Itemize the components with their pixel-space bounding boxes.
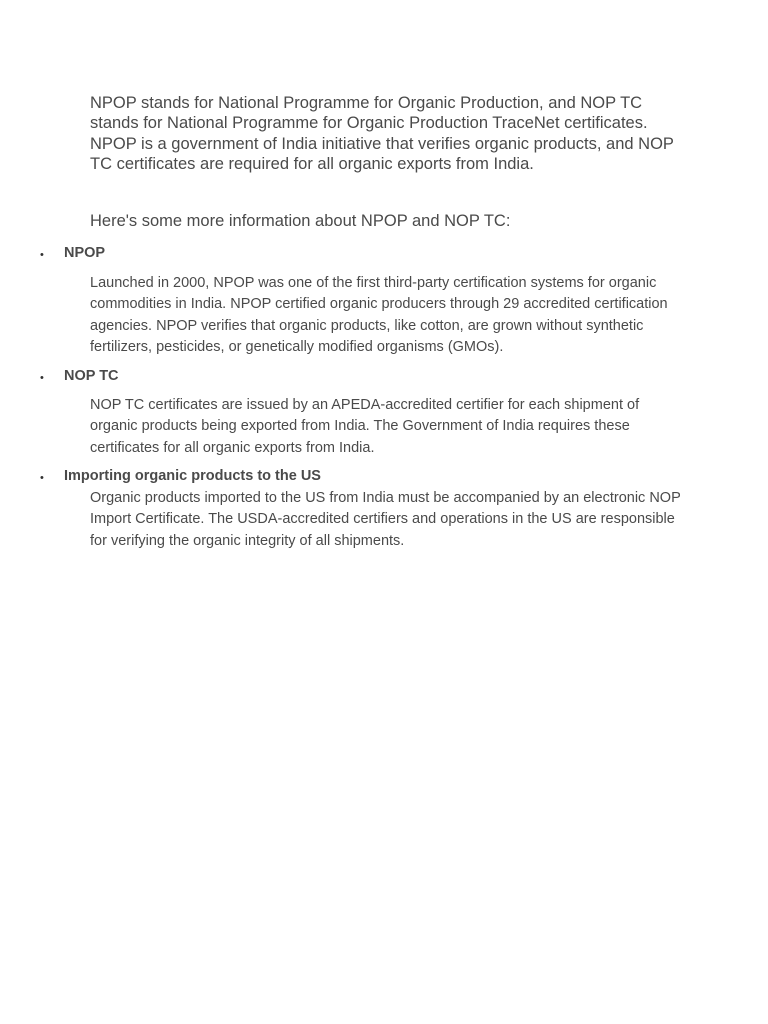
item-title: NPOP: [64, 245, 106, 261]
item-body: Organic products imported to the US from India must be accompanied by an electronic NOP Import Certificate. The USDA-accredited certifiers and operations in the US are responsible for verifying the organic integrity of all shipments.: [90, 490, 681, 549]
bullet-icon: •: [40, 372, 44, 384]
bullet-icon: •: [40, 249, 44, 261]
item-body: Launched in 2000, NPOP was one of the first third-party certification systems for organic commodities in India. NPOP certified organic producers through 29 accredited certification agencies. NPOP verifies that organic products, like cotton, are grown without synthetic fertilizers, pesticides, or genetically modified organisms (GMOs).: [90, 275, 668, 355]
intro-paragraph: NPOP stands for National Programme for Organic Production, and NOP TC stands for National Programme for Organic Production TraceNet certificates. NPOP is a government of India initiative that verifies organic products, and NOP TC certificates are required for all organic exports from India.: [90, 94, 674, 173]
intro-lead-text: Here's some more information about NPOP and NOP TC:: [90, 212, 511, 230]
item-title: NOP TC: [64, 368, 119, 384]
item-title: Importing organic products to the US: [64, 468, 321, 484]
item-body: NOP TC certificates are issued by an APEDA-accredited certifier for each shipment of organic products being exported from India. The Government of India requires these certificates for all organic exports from India.: [90, 397, 640, 456]
bullet-icon: •: [40, 472, 44, 484]
